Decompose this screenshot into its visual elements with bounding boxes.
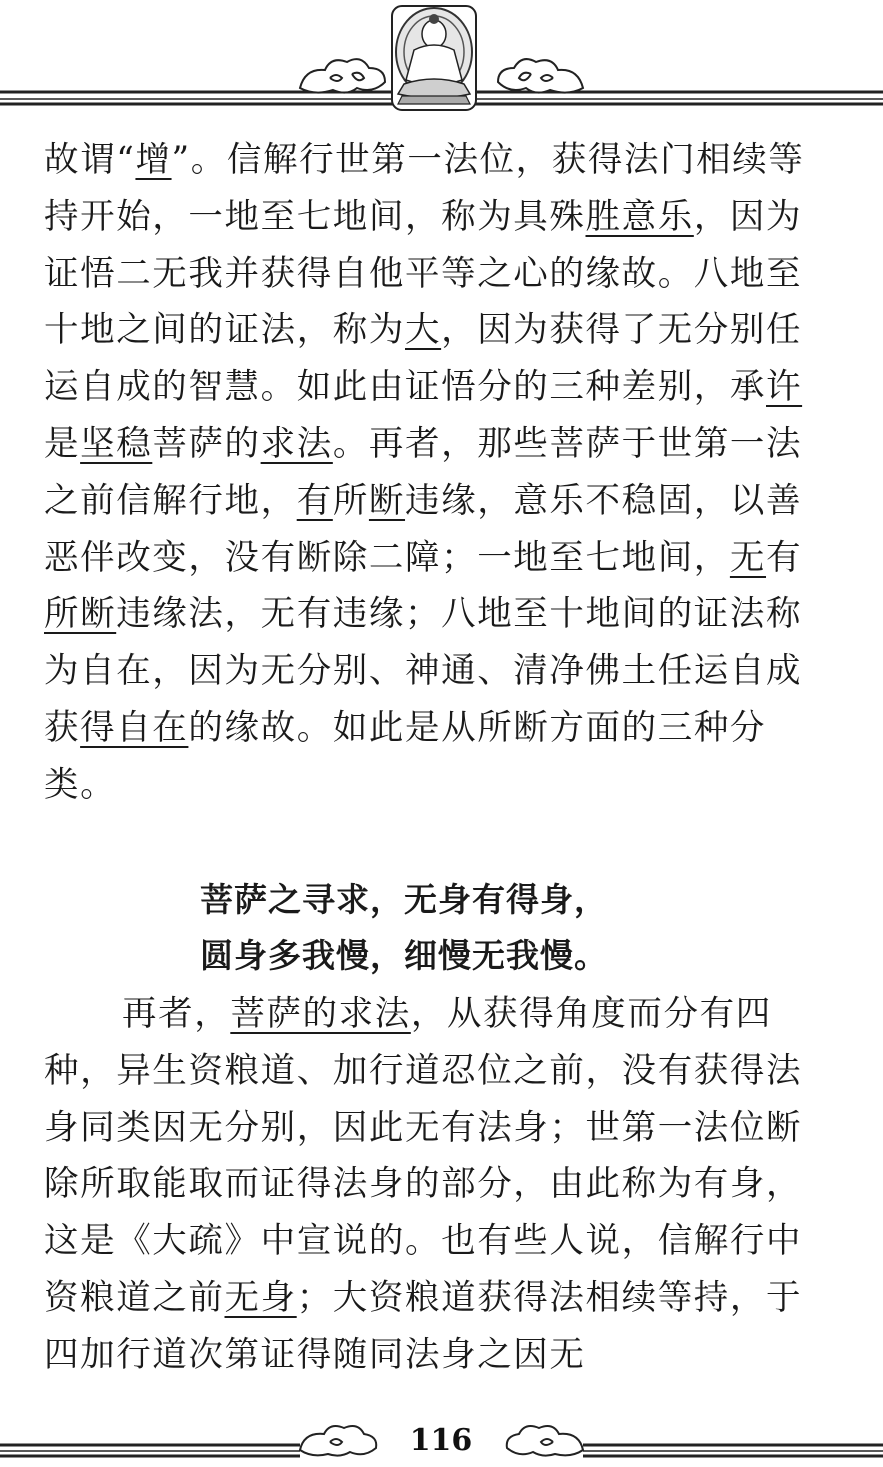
underlined-term: 胜意乐 bbox=[585, 196, 694, 237]
underlined-term: 无 bbox=[729, 537, 767, 578]
underlined-term: 坚稳 bbox=[80, 423, 153, 464]
text-run: 的缘故。如此是从所断方面的三种分类。 bbox=[44, 707, 767, 805]
underlined-term: 无身 bbox=[224, 1277, 297, 1318]
text-run: ；大资粮道获得法相续等持，于四加行道次第证得随同法身之因无 bbox=[44, 1277, 803, 1375]
verse-line-1: 菩萨之寻求，无身有得身， bbox=[200, 880, 608, 919]
text-run: 所 bbox=[332, 480, 369, 521]
underlined-term: 求法 bbox=[260, 423, 333, 464]
underlined-term: 得自在 bbox=[80, 707, 189, 748]
right-cloud-icon bbox=[498, 59, 583, 92]
text-run: 再者， bbox=[122, 994, 231, 1034]
paragraph-2 bbox=[44, 986, 834, 1384]
underlined-term: 许 bbox=[766, 367, 803, 408]
verse-block bbox=[200, 872, 800, 984]
text-run: 菩萨的 bbox=[152, 423, 261, 464]
text-run: ，从获得角度而分有四种，异生资粮道、加行道忍位之前，没有获得法身同类因无分别，因此无有法身；世第一法位断除所取能取而证得法身的部分，由此称为有身，这是《大疏》中宣说的。也有些人说，信解行中资粮道之前 bbox=[44, 994, 803, 1318]
text-run: 违缘法，无有违缘；八地至十地间的证法称为自在，因为无分别、神通、清净佛土任运自成获 bbox=[44, 594, 803, 748]
left-cloud-icon bbox=[300, 59, 385, 92]
underlined-term: 增 bbox=[135, 140, 172, 180]
underlined-term: 所断 bbox=[44, 594, 117, 635]
buddha-medallion-icon bbox=[392, 6, 476, 110]
page-number: 116 bbox=[409, 1423, 473, 1458]
underlined-term: 断 bbox=[368, 480, 406, 521]
footer-left-cloud-icon bbox=[300, 1426, 376, 1456]
text-run: 违缘，意乐不稳固，以善恶伴改变，没有断除二障；一地至七地间， bbox=[44, 480, 803, 578]
underlined-term: 大 bbox=[405, 310, 442, 351]
paragraph-1 bbox=[44, 132, 834, 814]
footer-right-cloud-icon bbox=[507, 1426, 583, 1456]
text-run: 是 bbox=[44, 423, 81, 464]
text-run: ，因为证悟二无我并获得自他平等之心的缘故。八地至十地之间的证法，称为 bbox=[44, 196, 803, 351]
text-run: 故谓“ bbox=[44, 140, 136, 180]
text-run: 。再者，那些菩萨于世第一法之前信解行地， bbox=[44, 423, 803, 521]
underlined-term: 有 bbox=[296, 480, 333, 521]
text-run: 有 bbox=[766, 537, 803, 578]
text-run: ，因为获得了无分别任运自成的智慧。如此由证悟分的三种差别，承 bbox=[44, 310, 803, 408]
underlined-term: 菩萨的求法 bbox=[230, 994, 411, 1034]
header-ornament bbox=[0, 0, 883, 115]
text-run: ”。信解行世第一法位，获得法门相续等持开始，一地至七地间，称为具殊 bbox=[44, 140, 805, 237]
verse-line-2: 圆身多我慢，细慢无我慢。 bbox=[200, 936, 608, 975]
